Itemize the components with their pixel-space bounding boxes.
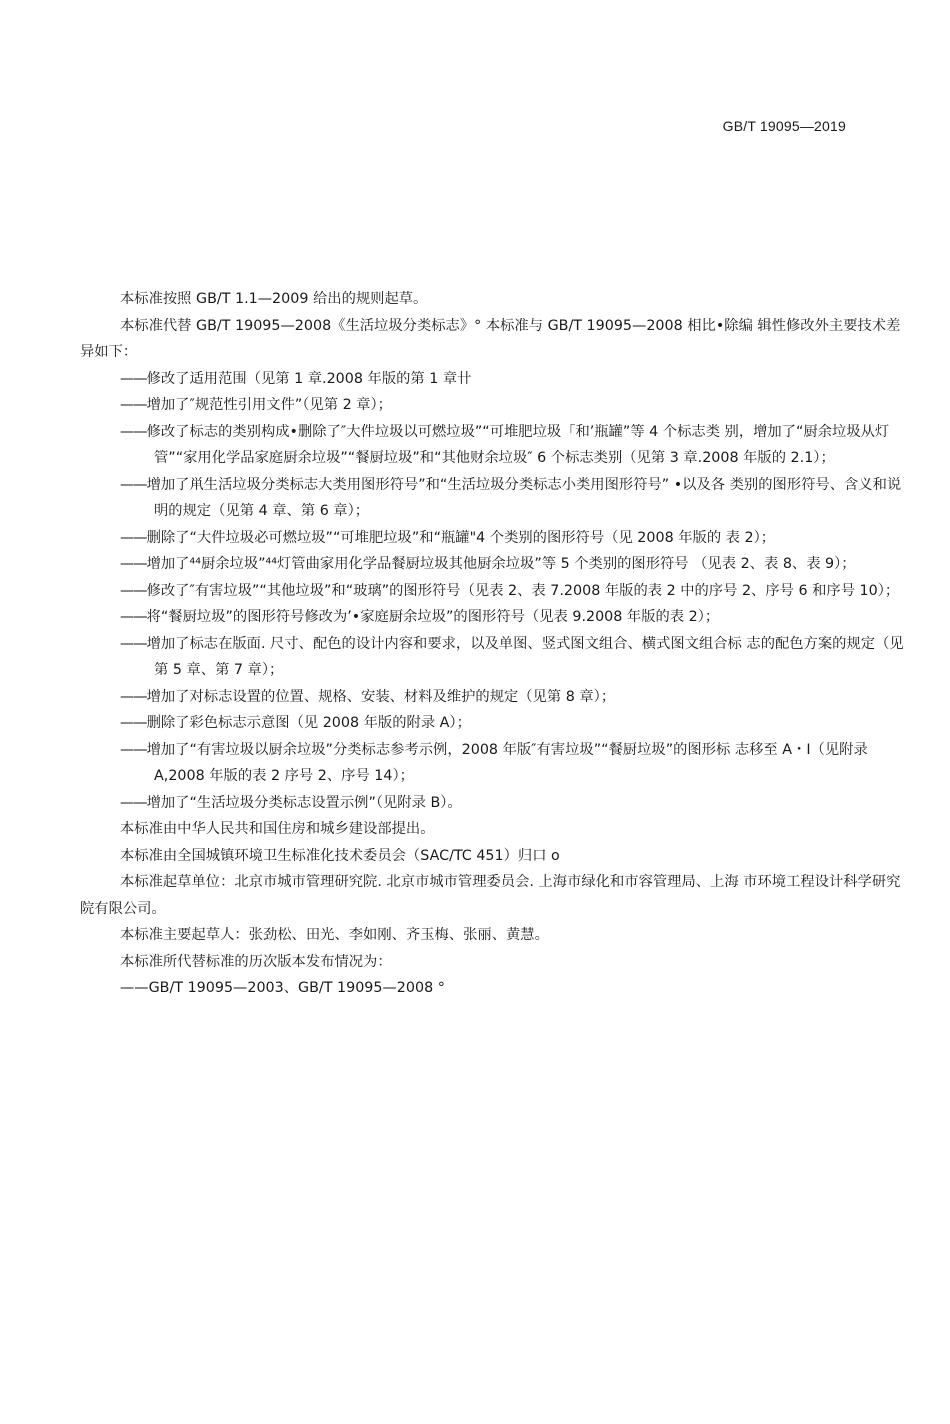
change-item-text: 修改了标志的类别构成•删除了″大件垃圾以可燃垃圾”“可堆肥垃圾「和’瓶罐”等 4 个标志类 别，增加了“厨余垃圾从灯管”“家用化学品家庭厨余垃圾”“餐厨垃圾”和“其他财余垃圾″ 6 个标志类别（见第 3 章.2008 年版的 2.1）； [146, 423, 890, 466]
change-item-text: 增加了“生活垃圾分类标志设置示例”（见附录 B）。 [146, 794, 462, 811]
history-heading: 本标准所代替标准的历次版本发布情况为： [120, 953, 392, 970]
change-item-text: 增加了⁴⁴厨余垃圾”⁴⁴灯管曲家用化学品餐厨垃圾其他厨余垃圾”等 5 个类别的图形符号 （见表 2、表 8、表 9）； [146, 556, 856, 572]
dash-mark: —— [120, 715, 147, 731]
proposer-paragraph: 本标准由中华人民共和国住房和城乡建设部提出。 [120, 821, 435, 837]
replacement-paragraph: 本标准代替 GB/T 19095—2008《生活垃圾分类标志》° 本标准与 GB/T 19095—2008 相比•除编 辑性修改外主要技术差异如下： [80, 317, 901, 360]
dash-mark: —— [120, 423, 147, 440]
dash-mark: —— [120, 397, 147, 413]
dash-mark: —— [120, 741, 147, 758]
change-item-text: 删除了“大件垃圾必可燃垃圾”“可堆肥垃圾”和“瓶罐"4 个类别的图形符号（见 2008 年版的 表 2）； [146, 529, 776, 546]
change-item [80, 790, 910, 817]
drafters-paragraph: 本标准主要起草人：张劲松、田光、李如刚、齐玉梅、张丽、黄慧。 [120, 927, 549, 943]
foreword-body [80, 286, 910, 1002]
change-item [80, 392, 910, 419]
change-item-text: 将“餐厨垃圾”的图形符号修改为’•家庭厨余垃圾”的图形符号（见表 9.2008 年版的表 2）； [146, 609, 720, 625]
dash-mark: —— [120, 609, 147, 625]
dash-mark: —— [120, 582, 147, 599]
change-item [80, 419, 910, 472]
change-item-text: 增加了“有害垃圾以厨余垃圾”分类标志参考示例，2008 年版″有害垃圾”“餐厨垃圾”的图形标 志移至 A・I（见附录 A,2008 年版的表 2 序号 2、序号 14）； [146, 741, 868, 784]
dash-mark: —— [120, 688, 147, 705]
dash-mark: —— [120, 476, 147, 493]
change-item [80, 710, 910, 737]
dash-mark: —— [120, 529, 147, 546]
dash-mark: —— [120, 980, 149, 996]
dash-mark: —— [120, 635, 147, 652]
committee-paragraph: 本标准由全国城镇环境卫生标准化技术委员会（SAC/TC 451）归口 o [120, 847, 560, 864]
change-item-text: 增加了″规范性引用文件”（见第 2 章）； [146, 397, 392, 413]
change-item-text: 增加了对标志设置的位置、规格、安装、材料及维护的规定（见第 8 章）； [146, 688, 616, 705]
drafting-units-paragraph: 本标准起草单位：北京市城市管理研究院. 北京市城市管理委员会. 上海市绿化和市容管理局、上海 市环境工程设计科学研究院有限公司。 [80, 874, 901, 917]
change-item [80, 366, 910, 393]
history-item-text: GB/T 19095—2003、GB/T 19095—2008 ° [148, 980, 445, 996]
change-item [80, 604, 910, 631]
change-item [80, 472, 910, 525]
change-item [80, 737, 910, 790]
history-item [80, 975, 910, 1002]
change-item [80, 525, 910, 552]
standard-number: GB/T 19095—2019 [722, 118, 846, 134]
change-item-text: 修改了″有害垃圾”“其他垃圾”和“玻璃”的图形符号（见表 2、表 7.2008 年版的表 2 中的序号 2、序号 6 和序号 10）； [146, 582, 900, 599]
change-item-text: 增加了标志在版面. 尺寸、配色的设计内容和要求，以及单图、竖式图文组合、横式图文组合标 志的配色方案的规定（见第 5 章、第 7 章）； [146, 635, 904, 678]
change-item [80, 631, 910, 684]
dash-mark: —— [120, 556, 147, 572]
change-item-text: 删除了彩色标志示意图（见 2008 年版的附录 A）； [146, 715, 471, 731]
change-item [80, 551, 910, 578]
change-item [80, 684, 910, 711]
dash-mark: —— [120, 794, 147, 811]
change-item [80, 578, 910, 605]
dash-mark: —— [120, 370, 147, 387]
change-item-text: 修改了适用范围（见第 1 章.2008 年版的第 1 章卄 [146, 370, 472, 387]
drafting-rule-paragraph: 本标准按照 GB/T 1.1—2009 给出的规则起草。 [120, 291, 428, 307]
change-item-text: 增加了鼡生活垃圾分类标志大类用图形符号”和“生活垃圾分类标志小类用图形符号” •以及各 类别的图形符号、含义和说明的规定（见第 4 章、第 6 章）； [146, 476, 902, 519]
